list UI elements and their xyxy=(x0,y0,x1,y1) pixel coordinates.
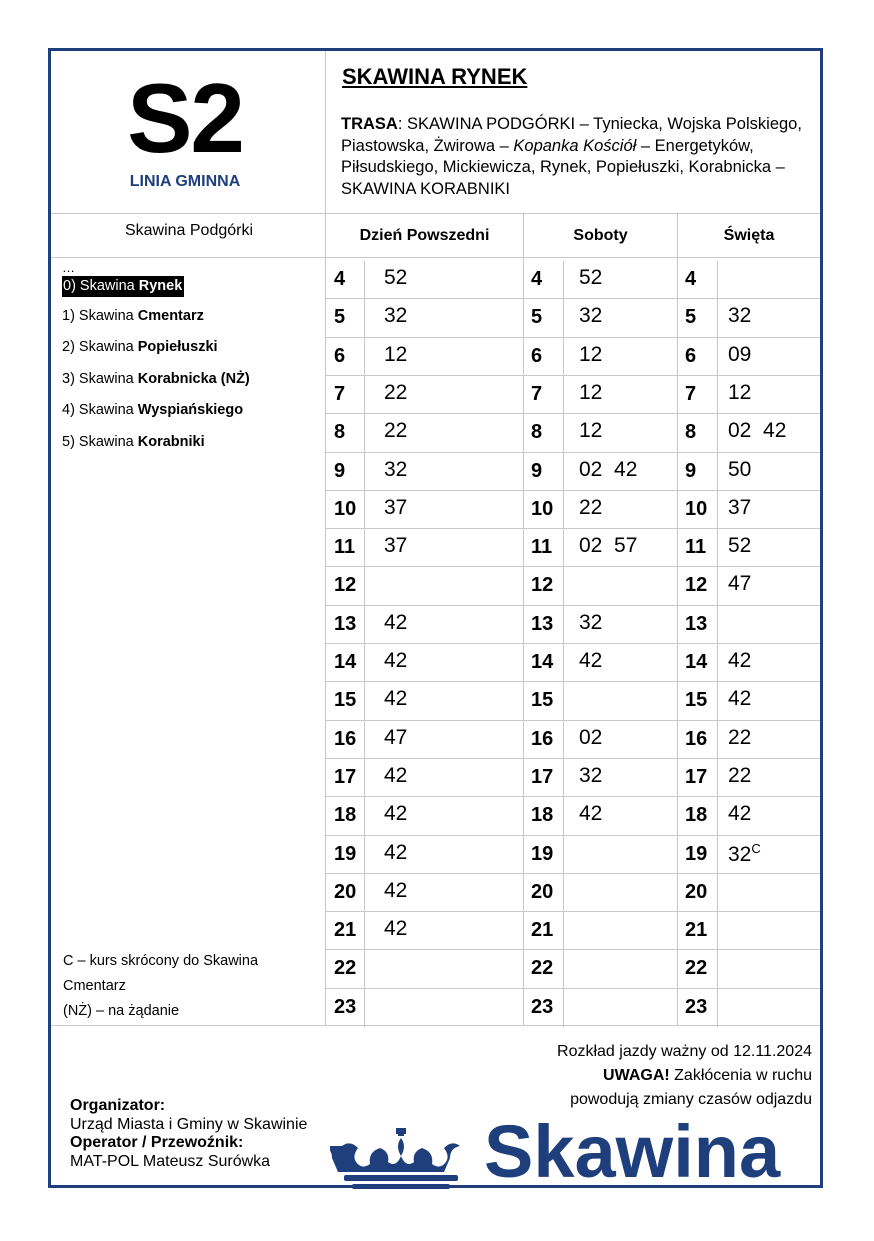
row-separator xyxy=(678,605,820,606)
row-separator xyxy=(678,720,820,721)
hour-cell: 15 xyxy=(685,689,708,712)
minutes-cell: 37 xyxy=(728,495,752,519)
row-separator xyxy=(678,452,820,453)
row-separator xyxy=(524,605,677,606)
row-separator xyxy=(678,681,820,682)
minutes-cell: 22 xyxy=(728,763,752,787)
origin-stop: Skawina Podgórki xyxy=(124,222,254,239)
minutes-cell: 42 xyxy=(384,917,408,941)
hour-cell: 5 xyxy=(531,306,543,329)
hour-cell: 12 xyxy=(531,574,554,597)
minutes-cell: 09 xyxy=(728,342,752,366)
minutes-cell: 42 xyxy=(384,687,408,711)
hour-cell: 16 xyxy=(531,727,554,750)
hour-cell: 21 xyxy=(685,919,708,942)
hour-minute-separator xyxy=(364,261,365,1027)
row-separator xyxy=(524,988,677,989)
operator-label: Operator / Przewoźnik: xyxy=(70,1134,244,1151)
row-separator xyxy=(678,835,820,836)
hour-cell: 4 xyxy=(531,268,543,290)
organizer-block xyxy=(70,1097,307,1171)
row-separator xyxy=(678,758,820,759)
row-separator xyxy=(524,873,677,874)
minutes-cell: 32 xyxy=(384,304,408,328)
row-separator xyxy=(678,911,820,912)
minutes-cell: 12 xyxy=(579,419,603,443)
row-separator xyxy=(678,490,820,491)
row-separator xyxy=(678,298,820,299)
minutes-cell: 22 xyxy=(728,725,752,749)
hour-cell: 9 xyxy=(685,459,697,482)
minutes-cell: 50 xyxy=(728,457,752,481)
minutes-cell: 02 42 xyxy=(579,457,638,481)
hour-cell: 14 xyxy=(685,651,708,673)
divider xyxy=(677,213,678,1026)
hour-cell: 18 xyxy=(531,804,554,827)
row-separator xyxy=(524,337,677,338)
hour-cell: 23 xyxy=(334,995,357,1018)
divider xyxy=(51,1025,820,1026)
minutes-cell: 12 xyxy=(384,342,408,366)
hour-cell: 18 xyxy=(334,804,357,827)
row-separator xyxy=(524,758,677,759)
minutes-cell: 42 xyxy=(384,763,408,787)
operator-name: MAT-POL Mateusz Surówka xyxy=(70,1152,271,1170)
hour-cell: 7 xyxy=(334,382,346,405)
hour-cell: 19 xyxy=(685,842,708,865)
row-separator xyxy=(524,452,677,453)
stop-item: 5) Skawina Korabniki xyxy=(62,433,205,450)
hour-cell: 21 xyxy=(334,919,357,942)
hour-cell: 9 xyxy=(334,459,346,482)
hour-cell: 17 xyxy=(531,765,554,788)
hour-cell: 8 xyxy=(334,421,346,444)
minutes-cell: 12 xyxy=(728,380,752,404)
hour-cell: 10 xyxy=(685,497,708,520)
hour-cell: 23 xyxy=(685,995,708,1018)
row-separator xyxy=(326,835,523,836)
minutes-cell: 12 xyxy=(579,342,603,366)
hour-cell: 17 xyxy=(685,765,708,788)
hour-cell: 20 xyxy=(531,880,554,903)
divider xyxy=(51,213,820,214)
hour-cell: 20 xyxy=(334,880,357,903)
hour-cell: 7 xyxy=(531,382,543,405)
minutes-cell: 22 xyxy=(384,419,408,443)
hour-cell: 10 xyxy=(531,497,554,520)
row-separator xyxy=(678,337,820,338)
hour-cell: 8 xyxy=(685,421,697,444)
minutes-cell: 32 xyxy=(728,304,752,328)
legend-line: Cmentarz xyxy=(63,978,126,994)
minutes-cell: 32 xyxy=(384,457,408,481)
skawina-logo-text: Skawina xyxy=(484,1110,781,1193)
row-separator xyxy=(524,490,677,491)
row-separator xyxy=(678,988,820,989)
legend-line: C – kurs skrócony do Skawina xyxy=(63,953,259,969)
divider xyxy=(51,257,820,258)
minutes-cell: 02 xyxy=(579,725,603,749)
minutes-cell: 37 xyxy=(384,495,408,519)
minutes-cell: 22 xyxy=(384,380,408,404)
valid-from: Rozkład jazdy ważny od 12.11.2024 xyxy=(557,1043,812,1060)
hour-cell: 13 xyxy=(334,612,357,635)
row-separator xyxy=(524,835,677,836)
row-separator xyxy=(326,911,523,912)
hour-cell: 7 xyxy=(685,382,697,405)
minutes-cell: 02 42 xyxy=(728,419,787,443)
minutes-cell: 47 xyxy=(728,572,752,596)
legend xyxy=(63,949,258,1024)
row-separator xyxy=(326,758,523,759)
divider xyxy=(325,51,326,1026)
row-separator xyxy=(326,337,523,338)
hour-cell: 19 xyxy=(531,842,554,865)
row-separator xyxy=(678,413,820,414)
organizer-name: Urząd Miasta i Gminy w Skawinie xyxy=(70,1115,308,1133)
hour-cell: 4 xyxy=(685,268,697,290)
row-separator xyxy=(524,796,677,797)
row-separator xyxy=(326,452,523,453)
hour-cell: 21 xyxy=(531,919,554,942)
line-type: LINIA GMINNA xyxy=(129,173,241,190)
row-separator xyxy=(524,681,677,682)
minutes-cell: 42 xyxy=(579,649,603,672)
line-number: S2 xyxy=(127,63,243,173)
hour-cell: 8 xyxy=(531,421,543,444)
minutes-cell: 42 xyxy=(384,610,408,634)
hour-cell: 12 xyxy=(685,574,708,597)
minutes-cell: 42 xyxy=(384,878,408,902)
hour-cell: 10 xyxy=(334,497,357,520)
stop-item: 3) Skawina Korabnicka (NŻ) xyxy=(62,370,250,387)
row-separator xyxy=(678,643,820,644)
hour-cell: 6 xyxy=(531,344,543,367)
row-separator xyxy=(326,681,523,682)
row-separator xyxy=(326,413,523,414)
hour-cell: 5 xyxy=(685,306,697,329)
hour-cell: 16 xyxy=(685,727,708,750)
hour-cell: 22 xyxy=(531,957,554,980)
row-separator xyxy=(678,796,820,797)
hour-cell: 4 xyxy=(334,268,346,290)
hour-cell: 11 xyxy=(334,536,356,559)
validity-note xyxy=(557,1040,812,1112)
hour-cell: 22 xyxy=(685,957,708,980)
minutes-cell: 22 xyxy=(579,495,603,519)
row-separator xyxy=(326,949,523,950)
row-separator xyxy=(678,873,820,874)
minutes-cell: 32 xyxy=(579,304,603,328)
minutes-cell: 02 57 xyxy=(579,534,638,558)
row-separator xyxy=(524,298,677,299)
minutes-cell: 42 xyxy=(728,802,752,826)
minutes-cell: 47 xyxy=(384,725,408,749)
minutes-cell: 52 xyxy=(579,266,603,289)
minutes-cell: $32^C$ xyxy=(728,840,761,866)
row-separator xyxy=(326,490,523,491)
stop-item: 2) Skawina Popiełuszki xyxy=(62,339,218,355)
row-separator xyxy=(524,375,677,376)
col-holiday: Święta xyxy=(723,227,775,244)
hour-cell: 13 xyxy=(531,612,554,635)
hour-cell: 22 xyxy=(334,957,357,980)
divider xyxy=(523,213,524,1026)
organizer-label: Organizator: xyxy=(70,1097,166,1114)
stop-ellipsis: … xyxy=(62,260,75,275)
row-separator xyxy=(326,528,523,529)
row-separator xyxy=(326,566,523,567)
hour-cell: 6 xyxy=(685,344,697,367)
row-separator xyxy=(678,375,820,376)
row-separator xyxy=(326,375,523,376)
hour-cell: 23 xyxy=(531,995,554,1018)
row-separator xyxy=(678,528,820,529)
minutes-cell: 42 xyxy=(384,840,408,864)
row-separator xyxy=(326,298,523,299)
minutes-cell: 42 xyxy=(384,802,408,826)
minutes-cell: 42 xyxy=(728,687,752,711)
row-separator xyxy=(524,566,677,567)
hour-cell: 19 xyxy=(334,842,357,865)
hour-cell: 13 xyxy=(685,612,708,635)
hour-cell: 14 xyxy=(531,651,554,673)
row-separator xyxy=(678,949,820,950)
row-separator xyxy=(326,720,523,721)
hour-cell: 12 xyxy=(334,574,357,597)
row-separator xyxy=(326,605,523,606)
row-separator xyxy=(326,643,523,644)
stop-item: 0) Skawina Rynek xyxy=(62,276,250,308)
hour-cell: 17 xyxy=(334,765,357,788)
hour-cell: 14 xyxy=(334,651,357,673)
stop-item: 4) Skawina Wyspiańskiego xyxy=(62,402,244,418)
legend-line: (NŻ) – na żądanie xyxy=(63,1003,180,1019)
hour-minute-separator xyxy=(717,261,718,1027)
minutes-cell: 52 xyxy=(728,534,752,558)
col-saturday: Soboty xyxy=(573,227,628,244)
stop-title: SKAWINA RYNEK xyxy=(342,64,528,89)
warning-line: UWAGA! Zakłócenia w ruchu xyxy=(603,1067,812,1084)
hour-cell: 11 xyxy=(531,536,553,559)
row-separator xyxy=(524,413,677,414)
hour-cell: 11 xyxy=(685,536,707,559)
crown-logo-icon xyxy=(330,1128,472,1190)
row-separator xyxy=(326,988,523,989)
row-separator xyxy=(524,528,677,529)
route-description: TRASA: SKAWINA PODGÓRKI – Tyniecka, Wojska Polskiego, Piastowska, Żwirowa – Kopanka Kościół – Energetyków, Piłsudskiego, Mickiewicza, Rynek, Popiełuszki, Korabnicka – SKAWINA KORABNIKI xyxy=(341,115,802,198)
minutes-cell: 42 xyxy=(728,649,752,672)
stop-list xyxy=(62,260,250,465)
hour-cell: 15 xyxy=(334,689,357,712)
row-separator xyxy=(326,873,523,874)
minutes-cell: 32 xyxy=(579,763,603,787)
hour-cell: 5 xyxy=(334,306,346,329)
row-separator xyxy=(524,911,677,912)
minutes-footnote: C xyxy=(751,840,761,856)
hour-cell: 20 xyxy=(685,880,708,903)
hour-cell: 15 xyxy=(531,689,554,712)
minutes-cell: 32 xyxy=(579,610,603,634)
hour-cell: 9 xyxy=(531,459,543,482)
row-separator xyxy=(524,643,677,644)
hour-minute-separator xyxy=(563,261,564,1027)
hour-cell: 18 xyxy=(685,804,708,827)
row-separator xyxy=(524,720,677,721)
minutes-cell: 12 xyxy=(579,380,603,404)
minutes-cell: 37 xyxy=(384,534,408,558)
stop-item: 1) Skawina Cmentarz xyxy=(62,307,204,324)
hour-cell: 16 xyxy=(334,727,357,750)
minutes-cell: 42 xyxy=(579,802,603,826)
minutes-cell: 42 xyxy=(384,649,408,672)
row-separator xyxy=(524,949,677,950)
minutes-cell: 52 xyxy=(384,266,408,289)
warning-line-2: powodują zmiany czasów odjazdu xyxy=(570,1091,812,1108)
hour-cell: 6 xyxy=(334,344,346,367)
row-separator xyxy=(326,796,523,797)
col-weekday: Dzień Powszedni xyxy=(359,227,490,244)
row-separator xyxy=(678,566,820,567)
